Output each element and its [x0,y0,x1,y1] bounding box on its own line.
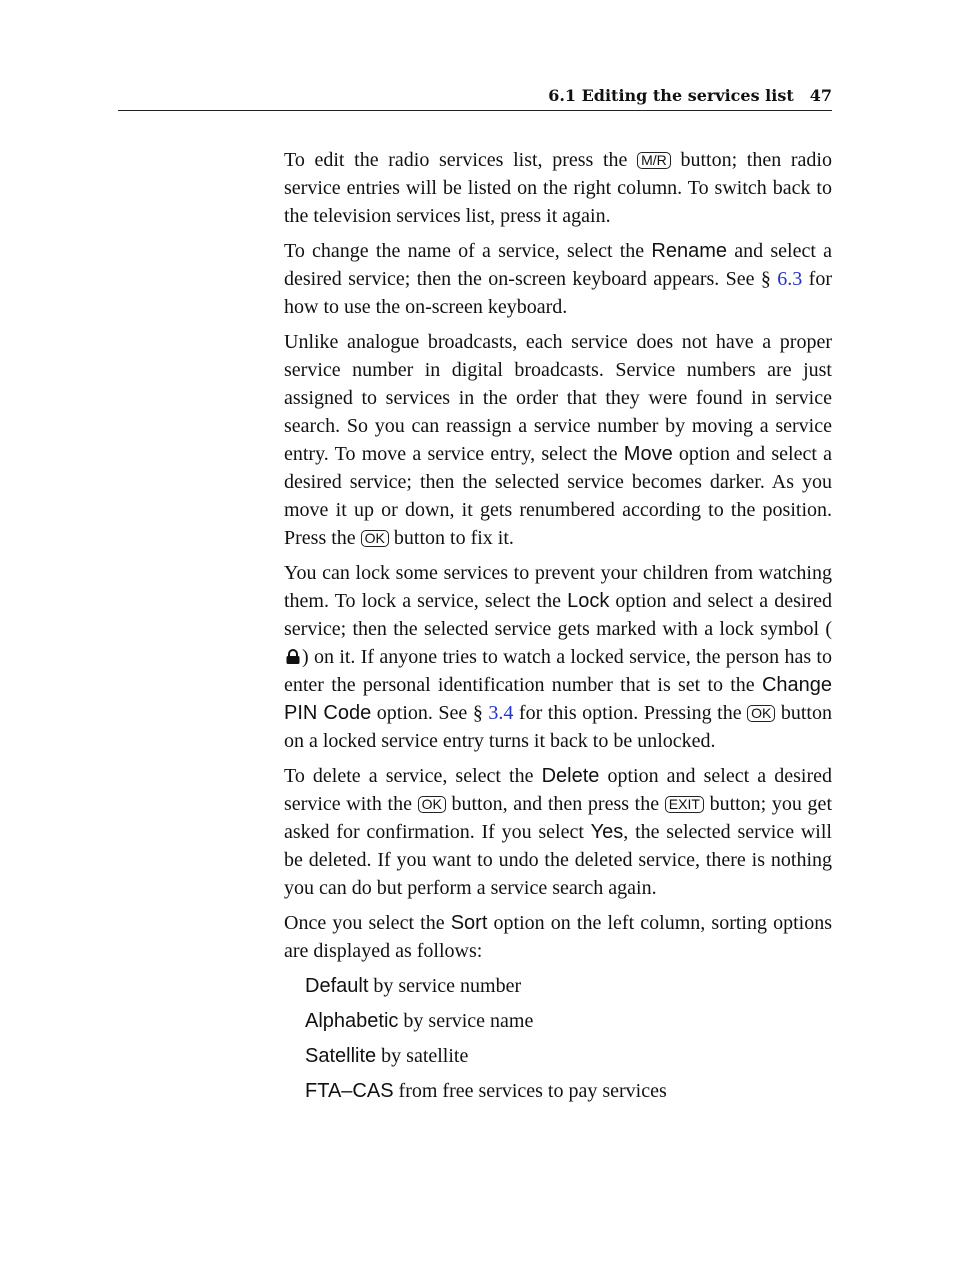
option-delete: Delete [541,765,600,787]
option-rename: Rename [651,240,728,262]
link-section-3-4[interactable]: 3.4 [488,702,514,724]
list-item: FTA–CAS from free services to pay services [305,1080,667,1102]
paragraph-sort: Once you select the Sort option on the left column, sorting options are displayed as follows: [284,912,833,962]
link-section-6-3[interactable]: 6.3 [777,268,803,290]
paragraph-move: Unlike analogue broadcasts, each service does not have a proper service number in digital broadcasts. Service numbers are just assigned to services in the order that they were found in service search. So you can reassign a service number by moving a service entry. To move a service entry, select the Move option and select a desired service; then the selected service becomes darker. As you move it up or down, it gets renumbered according to the position. Press the OK button to fix it. [284,331,832,549]
list-item: Alphabetic by service name [305,1010,534,1032]
option-lock: Lock [567,590,610,612]
option-sort: Sort [450,912,488,934]
ok-key-icon: OK [747,705,775,722]
page-number: 47 [809,86,832,105]
option-change-pin-code: Change PIN Code [284,674,832,724]
paragraph-radio-list: To edit the radio services list, press the M/R button; then radio service entries will be listed on the right column. To switch back to the television services list, press it again. [284,149,832,227]
ok-key-icon: OK [418,796,446,813]
list-item: Satellite by satellite [305,1045,469,1067]
paragraph-delete: To delete a service, select the Delete option and select a desired service with the OK button, and then press the EXIT button; you get asked for confirmation. If you select Yes, the selected service will be deleted. If you want to undo the deleted service, there is nothing you can do but perform a service search again. [284,765,832,899]
sort-options-list [284,972,832,1105]
lock-icon [284,648,302,666]
mr-key-icon: M/R [637,152,671,169]
exit-key-icon: EXIT [665,796,704,813]
paragraph-rename: To change the name of a service, select the Rename and select a desired service; then the on-screen keyboard appears. See § 6.3 for how to use the on-screen keyboard. [284,240,833,318]
body-text [284,146,832,1112]
paragraph-lock: You can lock some services to prevent your children from watching them. To lock a service, select the Lock option and select a desired service; then the selected service gets marked with a lock symbol () on it. If anyone tries to watch a locked service, the person has to enter the personal identification number that is set to the Change PIN Code option. See § 3.4 for this option. Pressing the OK button on a locked service entry turns it back to be unlocked. [284,562,832,752]
section-title: 6.1 Editing the services list [548,86,794,105]
option-yes: Yes [590,821,624,843]
option-move: Move [623,443,673,465]
ok-key-icon: OK [361,530,389,547]
running-header [118,86,832,111]
list-item: Default by service number [305,975,522,997]
